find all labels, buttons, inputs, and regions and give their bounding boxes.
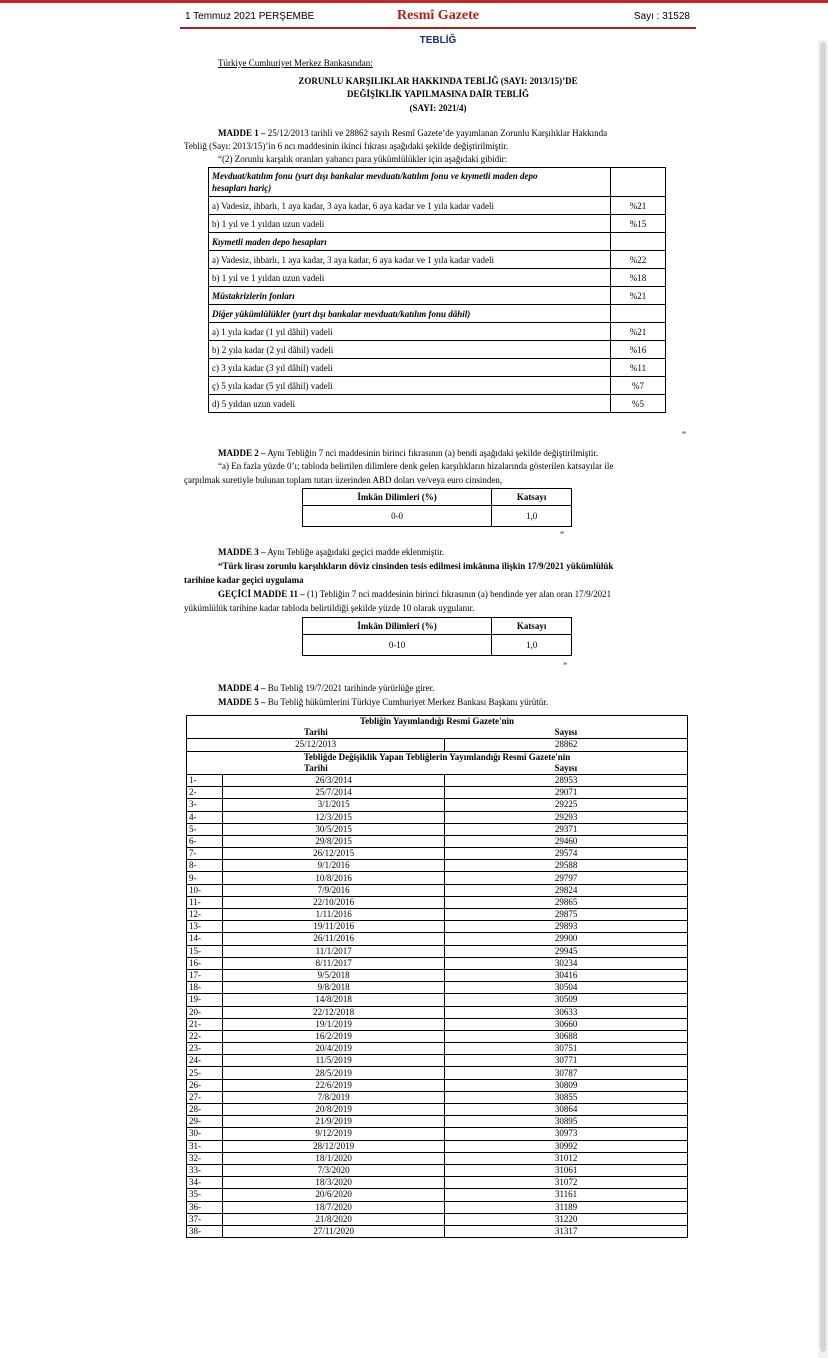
coefficient-table-1	[302, 488, 572, 527]
history-issue: 30416	[445, 969, 688, 981]
history-issue: 30771	[445, 1055, 688, 1067]
history-index: 25-	[187, 1067, 223, 1079]
history-date: 18/3/2020	[223, 1177, 445, 1189]
history-row	[187, 933, 688, 945]
history-index: 18-	[187, 982, 223, 994]
section-title: TEBLİĞ	[419, 35, 457, 46]
history-row	[187, 1067, 688, 1079]
history-index: 37-	[187, 1213, 223, 1225]
history-col-date: Tarihi	[187, 727, 445, 739]
history-date: 18/7/2020	[223, 1201, 445, 1213]
ratio-row	[209, 197, 666, 215]
ratio-value: %21	[611, 287, 666, 305]
history-row	[187, 1189, 688, 1201]
madde3-heading1: “Türk lirası zorunlu karşılıkların döviz cinsinden tesis edilmesi imkânına ilişkin 17/9/2021 yükümlülük	[218, 561, 614, 571]
history-date: 29/8/2015	[223, 835, 445, 847]
history-table	[186, 715, 688, 1238]
ratio-value: %21	[611, 197, 666, 215]
history-index: 33-	[187, 1164, 223, 1176]
header-issue: Sayı : 31528	[633, 11, 690, 22]
history-index: 26-	[187, 1079, 223, 1091]
ratio-row	[209, 305, 666, 323]
history-issue: 28953	[445, 774, 688, 786]
history-issue: 29824	[445, 884, 688, 896]
history-index: 6-	[187, 835, 223, 847]
history-row	[187, 1225, 688, 1237]
history-index: 7-	[187, 848, 223, 860]
history-issue: 29225	[445, 799, 688, 811]
madde2-line1: MADDE 2 – Aynı Tebliğin 7 nci maddesinin birinci fıkrasının (a) bendi aşağıdaki şekilde değiştirilmiştir.	[218, 448, 599, 458]
history-index: 19-	[187, 994, 223, 1006]
madde5-label: MADDE 5 –	[218, 697, 266, 707]
history-issue: 30855	[445, 1091, 688, 1103]
history-date: 26/11/2016	[223, 933, 445, 945]
history-date: 21/9/2019	[223, 1116, 445, 1128]
madde2-label: MADDE 2 –	[218, 448, 266, 458]
history-issue: 31161	[445, 1189, 688, 1201]
ratio-value: %11	[611, 359, 666, 377]
history-row	[187, 860, 688, 872]
history-row	[187, 1140, 688, 1152]
history-issue: 29875	[445, 909, 688, 921]
history-issue: 30787	[445, 1067, 688, 1079]
history-row	[187, 774, 688, 786]
history-index: 9-	[187, 872, 223, 884]
ratio-row	[209, 233, 666, 251]
doc-title-line3: (SAYI: 2021/4)	[409, 103, 467, 113]
madde1-line1: MADDE 1 – 25/12/2013 tarihli ve 28862 sayılı Resmî Gazete’de yayımlanan Zorunlu Karşılıklar Hakkında	[218, 128, 608, 138]
history-date: 8/11/2017	[223, 957, 445, 969]
madde3-label: MADDE 3 –	[218, 547, 266, 557]
history-row	[187, 848, 688, 860]
history-issue: 29574	[445, 848, 688, 860]
history-index: 35-	[187, 1189, 223, 1201]
history-date: 9/1/2016	[223, 860, 445, 872]
madde2-line2: “a) En fazla yüzde 0’ı; tabloda belirtilen dilimlere denk gelen karşılıkların hizalarında gösterilen katsayılar ile	[218, 461, 614, 471]
history-index: 11-	[187, 896, 223, 908]
history-date: 19/11/2016	[223, 921, 445, 933]
history-date: 1/11/2016	[223, 909, 445, 921]
ratio-label: Mevduat/katılım fonu (yurt dışı bankalar mevduatı/katılım fonu ve kıymetli maden depo hesapları hariç)	[209, 168, 611, 197]
history-date: 16/2/2019	[223, 1030, 445, 1042]
history-date: 9/12/2019	[223, 1128, 445, 1140]
ratio-value	[611, 305, 666, 323]
ratio-label: a) Vadesiz, ihbarlı, 1 aya kadar, 3 aya kadar, 6 aya kadar ve 1 yıla kadar vadeli	[209, 197, 611, 215]
history-index: 17-	[187, 969, 223, 981]
gecici-line2: yükümlülük tarihine kadar tabloda belirtildiği şekilde yüzde 10 olarak uygulanır.	[184, 603, 475, 613]
history-index: 29-	[187, 1116, 223, 1128]
ratio-value: %22	[611, 251, 666, 269]
doc-title-line1: ZORUNLU KARŞILIKLAR HAKKINDA TEBLİĞ (SAYI: 2013/15)’DE	[298, 76, 578, 86]
history-date: 27/11/2020	[223, 1225, 445, 1237]
table2-col2: Katsayı	[492, 489, 572, 506]
history-row	[187, 799, 688, 811]
history-date: 14/8/2018	[223, 994, 445, 1006]
history-index: 36-	[187, 1201, 223, 1213]
history-date: 26/3/2014	[223, 774, 445, 786]
history-index: 24-	[187, 1055, 223, 1067]
history-date: 9/5/2018	[223, 969, 445, 981]
history-issue: 29900	[445, 933, 688, 945]
ratio-row	[209, 359, 666, 377]
history-row	[187, 835, 688, 847]
history-index: 1-	[187, 774, 223, 786]
history-issue: 29588	[445, 860, 688, 872]
history-date: 7/8/2019	[223, 1091, 445, 1103]
history-index: 15-	[187, 945, 223, 957]
history-index: 20-	[187, 1006, 223, 1018]
history-row	[187, 823, 688, 835]
ratio-value: %15	[611, 215, 666, 233]
ratio-label: a) Vadesiz, ihbarlı, 1 aya kadar, 3 aya kadar, 6 aya kadar ve 1 yıla kadar vadeli	[209, 251, 611, 269]
history-date: 26/12/2015	[223, 848, 445, 860]
history-issue: 30660	[445, 1018, 688, 1030]
table2-range: 0-0	[303, 506, 492, 527]
history-row	[187, 1213, 688, 1225]
history-orig-date: 25/12/2013	[187, 739, 445, 751]
history-date: 21/8/2020	[223, 1213, 445, 1225]
gecici-line1: GEÇİCİ MADDE 11 – (1) Tebliğin 7 nci maddesinin birinci fıkrasının (a) bendinde yer alan oran 17/9/2021	[218, 589, 612, 599]
history-row	[187, 896, 688, 908]
history-date: 11/1/2017	[223, 945, 445, 957]
ratio-value: %21	[611, 323, 666, 341]
history-index: 8-	[187, 860, 223, 872]
history-index: 12-	[187, 909, 223, 921]
history-row	[187, 1043, 688, 1055]
history-row	[187, 1006, 688, 1018]
madde1-label: MADDE 1 –	[218, 128, 266, 138]
history-row	[187, 1030, 688, 1042]
history-row	[187, 811, 688, 823]
table3-col1: İmkân Dilimleri (%)	[303, 618, 492, 635]
history-row	[187, 1128, 688, 1140]
table2-coef: 1,0	[492, 506, 572, 527]
madde3-line1: MADDE 3 – Aynı Tebliğe aşağıdaki geçici madde eklenmiştir.	[218, 547, 445, 557]
ratio-row	[209, 341, 666, 359]
history-index: 34-	[187, 1177, 223, 1189]
history-issue: 29865	[445, 896, 688, 908]
ratio-table	[208, 167, 666, 413]
history-issue: 30504	[445, 982, 688, 994]
ratio-value: %7	[611, 377, 666, 395]
history-row	[187, 1104, 688, 1116]
history-title1: Tebliğin Yayımlandığı Resmî Gazete'nin	[187, 716, 688, 728]
madde4-line: MADDE 4 – Bu Tebliğ 19/7/2021 tarihinde yürürlüğe girer.	[218, 683, 435, 693]
history-date: 20/4/2019	[223, 1043, 445, 1055]
history-issue: 31012	[445, 1152, 688, 1164]
history-issue: 30895	[445, 1116, 688, 1128]
history-date: 9/8/2018	[223, 982, 445, 994]
history-index: 16-	[187, 957, 223, 969]
coefficient-table-2	[302, 617, 572, 656]
history-row	[187, 1091, 688, 1103]
ratio-label: a) 1 yıla kadar (1 yıl dâhil) vadeli	[209, 323, 611, 341]
madde5-line: MADDE 5 – Bu Tebliğ hükümlerini Türkiye Cumhuriyet Merkez Bankası Başkanı yürütür.	[218, 697, 548, 707]
history-issue: 29460	[445, 835, 688, 847]
history-col-issue-2: Sayısı	[445, 763, 688, 775]
ratio-value	[611, 233, 666, 251]
history-issue: 29293	[445, 811, 688, 823]
history-date: 12/3/2015	[223, 811, 445, 823]
history-date: 20/6/2020	[223, 1189, 445, 1201]
history-date: 11/5/2019	[223, 1055, 445, 1067]
history-row	[187, 969, 688, 981]
header-rule	[180, 27, 696, 29]
history-row	[187, 957, 688, 969]
history-index: 38-	[187, 1225, 223, 1237]
table3-range: 0-10	[303, 635, 492, 656]
history-issue: 30633	[445, 1006, 688, 1018]
madde1-line2: Tebliğ (Sayı: 2013/15)’in 6 ncı maddesinin ikinci fıkrası aşağıdaki şekilde değiştirilmiştir.	[184, 141, 509, 151]
ratio-row	[209, 168, 666, 197]
history-title2: Tebliğde Değişiklik Yapan Tebliğlerin Yayımlandığı Resmî Gazete'nin	[187, 751, 688, 763]
history-col-date-2: Tarihi	[187, 763, 445, 775]
header-title: Resmî Gazete	[396, 8, 480, 23]
history-date: 22/10/2016	[223, 896, 445, 908]
history-issue: 31072	[445, 1177, 688, 1189]
scrollbar-thumb[interactable]	[820, 42, 826, 1352]
history-date: 3/1/2015	[223, 799, 445, 811]
history-row	[187, 1079, 688, 1091]
history-issue: 29945	[445, 945, 688, 957]
history-issue: 31317	[445, 1225, 688, 1237]
ratio-label: Diğer yükümlülükler (yurt dışı bankalar mevduatı/katılım fonu dâhil)	[209, 305, 611, 323]
history-row	[187, 1018, 688, 1030]
ratio-label: Müstakrizlerin fonları	[209, 287, 611, 305]
history-date: 22/12/2018	[223, 1006, 445, 1018]
ratio-label: ç) 5 yıla kadar (5 yıl dâhil) vadeli	[209, 377, 611, 395]
history-index: 5-	[187, 823, 223, 835]
history-row	[187, 982, 688, 994]
history-index: 31-	[187, 1140, 223, 1152]
history-issue: 30864	[445, 1104, 688, 1116]
ratio-row	[209, 251, 666, 269]
history-row	[187, 1152, 688, 1164]
history-date: 28/5/2019	[223, 1067, 445, 1079]
madde4-label: MADDE 4 –	[218, 683, 266, 693]
history-col-issue: Sayısı	[445, 727, 688, 739]
history-issue: 30234	[445, 957, 688, 969]
ratio-row	[209, 215, 666, 233]
history-row	[187, 1177, 688, 1189]
history-date: 30/5/2015	[223, 823, 445, 835]
close-quote-1: ”	[682, 430, 686, 440]
history-row	[187, 1055, 688, 1067]
history-date: 28/12/2019	[223, 1140, 445, 1152]
ratio-value: %5	[611, 395, 666, 413]
top-accent-bar	[0, 0, 828, 3]
ratio-row	[209, 395, 666, 413]
ratio-label: b) 1 yıl ve 1 yıldan uzun vadeli	[209, 215, 611, 233]
history-issue: 30688	[445, 1030, 688, 1042]
history-index: 14-	[187, 933, 223, 945]
history-issue: 29797	[445, 872, 688, 884]
history-row	[187, 921, 688, 933]
history-row	[187, 884, 688, 896]
history-index: 23-	[187, 1043, 223, 1055]
history-issue: 29893	[445, 921, 688, 933]
ratio-label: b) 1 yıl ve 1 yıldan uzun vadeli	[209, 269, 611, 287]
madde2-line3: çarpılmak suretiyle bulunan toplam tutarı üzerinden ABD doları ve/veya euro cinsinden,	[184, 475, 503, 485]
history-issue: 29071	[445, 787, 688, 799]
history-index: 2-	[187, 787, 223, 799]
close-quote-3: ”	[563, 661, 567, 671]
history-index: 32-	[187, 1152, 223, 1164]
history-index: 13-	[187, 921, 223, 933]
history-row	[187, 909, 688, 921]
history-row	[187, 945, 688, 957]
ratio-value: %18	[611, 269, 666, 287]
history-row	[187, 787, 688, 799]
history-index: 30-	[187, 1128, 223, 1140]
history-issue: 31189	[445, 1201, 688, 1213]
ratio-label: c) 3 yıla kadar (3 yıl dâhil) vadeli	[209, 359, 611, 377]
ratio-value: %16	[611, 341, 666, 359]
history-index: 21-	[187, 1018, 223, 1030]
table2-col1: İmkân Dilimleri (%)	[303, 489, 492, 506]
history-index: 27-	[187, 1091, 223, 1103]
history-row	[187, 994, 688, 1006]
history-issue: 31061	[445, 1164, 688, 1176]
madde1-line3: “(2) Zorunlu karşılık oranları yabancı para yükümlülükler için aşağıdaki gibidir:	[218, 154, 508, 164]
history-index: 28-	[187, 1104, 223, 1116]
ratio-label: d) 5 yıldan uzun vadeli	[209, 395, 611, 413]
history-issue: 30509	[445, 994, 688, 1006]
history-row	[187, 1116, 688, 1128]
history-issue: 31220	[445, 1213, 688, 1225]
close-quote-2: ”	[560, 530, 564, 540]
history-date: 10/8/2016	[223, 872, 445, 884]
ratio-value	[611, 168, 666, 197]
history-issue: 30973	[445, 1128, 688, 1140]
history-date: 7/3/2020	[223, 1164, 445, 1176]
history-date: 19/1/2019	[223, 1018, 445, 1030]
ratio-label-cont: hesapları hariç)	[212, 183, 272, 193]
ratio-label: Kıymetli maden depo hesapları	[209, 233, 611, 251]
header-date: 1 Temmuz 2021 PERŞEMBE	[185, 11, 315, 22]
history-issue: 30809	[445, 1079, 688, 1091]
history-issue: 29371	[445, 823, 688, 835]
gecici-label: GEÇİCİ MADDE 11 –	[218, 589, 305, 599]
table3-col2: Katsayı	[492, 618, 572, 635]
gazette-header	[180, 8, 696, 28]
doc-title-line2: DEĞİŞİKLİK YAPILMASINA DAİR TEBLİĞ	[347, 89, 529, 99]
history-index: 22-	[187, 1030, 223, 1042]
history-date: 25/7/2014	[223, 787, 445, 799]
history-date: 7/9/2016	[223, 884, 445, 896]
history-issue: 30751	[445, 1043, 688, 1055]
history-row	[187, 872, 688, 884]
madde3-heading2: tarihine kadar geçici uygulama	[184, 575, 304, 585]
history-row	[187, 1164, 688, 1176]
ratio-row	[209, 377, 666, 395]
history-index: 4-	[187, 811, 223, 823]
history-row	[187, 1201, 688, 1213]
ratio-row	[209, 269, 666, 287]
institution: Türkiye Cumhuriyet Merkez Bankasından:	[218, 58, 373, 68]
history-orig-issue: 28862	[445, 739, 688, 751]
ratio-label: b) 2 yıla kadar (2 yıl dâhil) vadeli	[209, 341, 611, 359]
ratio-row	[209, 323, 666, 341]
history-index: 10-	[187, 884, 223, 896]
history-date: 22/6/2019	[223, 1079, 445, 1091]
ratio-row	[209, 287, 666, 305]
history-date: 20/8/2019	[223, 1104, 445, 1116]
history-issue: 30992	[445, 1140, 688, 1152]
history-index: 3-	[187, 799, 223, 811]
history-date: 18/1/2020	[223, 1152, 445, 1164]
table3-coef: 1,0	[492, 635, 572, 656]
